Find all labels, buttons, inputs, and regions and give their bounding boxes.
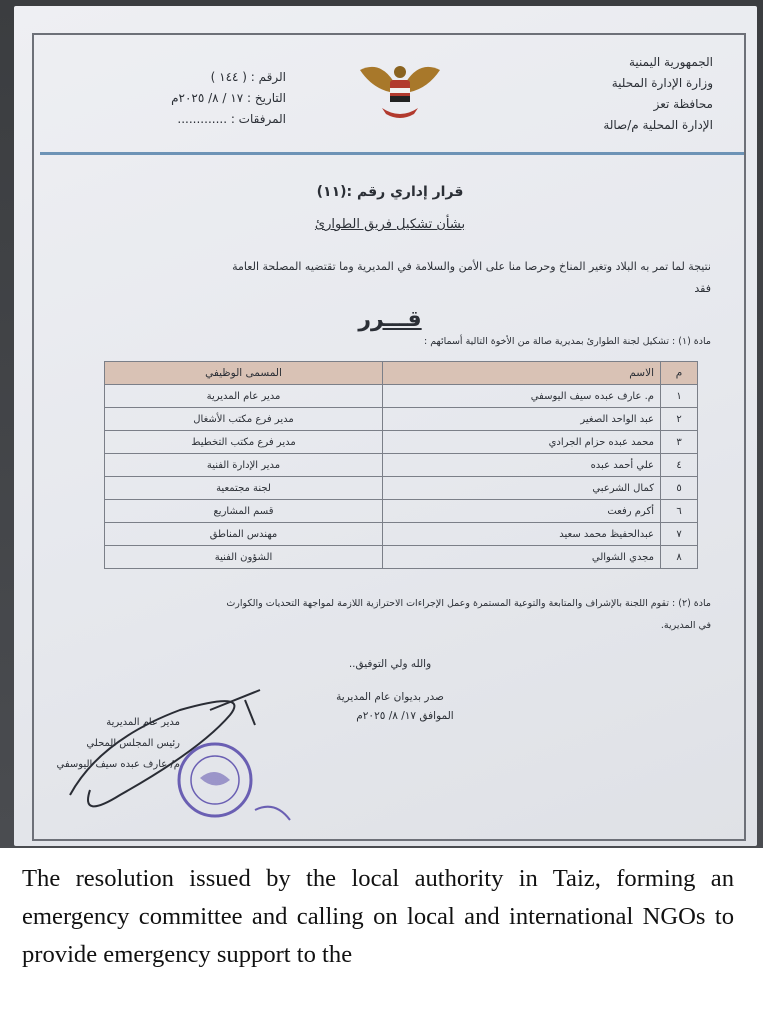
document-title: قرار إداري رقم :(١١) [316, 184, 464, 200]
article-2-line: في المديرية. [660, 620, 711, 631]
row-job-title: مدير الإدارة الفنية [105, 454, 383, 477]
table-row [105, 454, 698, 477]
signature-line: م/ عارف عبده سيف اليوسفي [56, 759, 180, 770]
article-1: مادة (١) : تشكيل لجنة الطوارئ بمديرية صالة من الأخوة التالية أسمائهم : [424, 336, 711, 347]
article-2-line: مادة (٢) : تقوم اللجنة بالإشراف والمتابعة والتوعية المستمرة وعمل الإجراءات الاحترازية اللازمة لمواجهة التحديات والكوارث [226, 598, 711, 609]
row-job-title: مدير عام المديرية [105, 385, 383, 408]
row-name: م. عارف عبده سيف اليوسفي [383, 385, 661, 408]
decision-heading: قـــرر [358, 307, 422, 332]
header-right-line: الإدارة المحلية م/صالة [603, 118, 713, 132]
table-header-row [105, 362, 698, 385]
row-name: محمد عبده حزام الجرادي [383, 431, 661, 454]
row-name: عبد الواحد الصغير [383, 408, 661, 431]
table-row [105, 431, 698, 454]
committee-table [104, 361, 698, 569]
col-header-number: م [661, 362, 698, 385]
preamble-line: فقد [694, 282, 711, 295]
table-row [105, 500, 698, 523]
closing-line: والله ولي التوفيق.. [348, 658, 432, 670]
header-right-line: وزارة الإدارة المحلية [611, 76, 713, 90]
row-job-title: قسم المشاريع [105, 500, 383, 523]
col-header-title: المسمى الوظيفي [105, 362, 383, 385]
row-number: ٤ [661, 454, 698, 477]
row-number: ١ [661, 385, 698, 408]
row-number: ٣ [661, 431, 698, 454]
photo-caption: The resolution issued by the local authority in Taiz, forming an emergency committee and calling on local and international NGOs to provide emergency support to the [22, 865, 734, 968]
issue-date: الموافق ١٧/ ٨/ ٢٠٢٥م [356, 710, 454, 722]
signature-line: مدير عام المديرية [106, 717, 180, 728]
signature-block [56, 712, 180, 775]
article-2 [226, 593, 711, 637]
table-row [105, 408, 698, 431]
row-number: ٨ [661, 546, 698, 569]
row-name: مجدي الشوالي [383, 546, 661, 569]
row-job-title: لجنة مجتمعية [105, 477, 383, 500]
row-job-title: مهندس المناطق [105, 523, 383, 546]
header-right [603, 52, 713, 136]
document-subtitle: بشأن تشكيل فريق الطوارئ [314, 217, 466, 232]
table-row [105, 385, 698, 408]
header-right-line: محافظة تعز [653, 97, 713, 111]
eagle-emblem-icon [350, 52, 450, 124]
row-number: ٢ [661, 408, 698, 431]
row-name: عبدالحفيظ محمد سعيد [383, 523, 661, 546]
row-job-title: مدير فرع مكتب التخطيط [105, 431, 383, 454]
closing [320, 648, 460, 714]
row-number: ٦ [661, 500, 698, 523]
row-name: علي أحمد عبده [383, 454, 661, 477]
ref-number: الرقم : ( ١٤٤ ) [210, 70, 286, 84]
table-row [105, 477, 698, 500]
ref-date: التاريخ : ١٧ / ٨/ ٢٠٢٥م [171, 91, 286, 105]
col-header-name: الاسم [383, 362, 661, 385]
header-left [86, 67, 286, 130]
row-number: ٥ [661, 477, 698, 500]
row-job-title: مدير فرع مكتب الأشغال [105, 408, 383, 431]
header-rule [40, 152, 744, 155]
preamble [232, 256, 711, 300]
header-right-line: الجمهورية اليمنية [628, 55, 713, 69]
preamble-line: نتيجة لما تمر به البلاد وتغير المناخ وحرصا منا على الأمن والسلامة في المديرية وما تقتضيه المصلحة العامة [232, 260, 711, 273]
row-job-title: الشؤون الفنية [105, 546, 383, 569]
table-row [105, 546, 698, 569]
row-name: كمال الشرعبي [383, 477, 661, 500]
signature-line: رئيس المجلس المحلي [86, 738, 180, 749]
table-row [105, 523, 698, 546]
closing-line: صدر بديوان عام المديرية [336, 691, 444, 703]
row-number: ٧ [661, 523, 698, 546]
row-name: أكرم رفعت [383, 500, 661, 523]
ref-attachments: المرفقات : ............. [177, 112, 286, 126]
